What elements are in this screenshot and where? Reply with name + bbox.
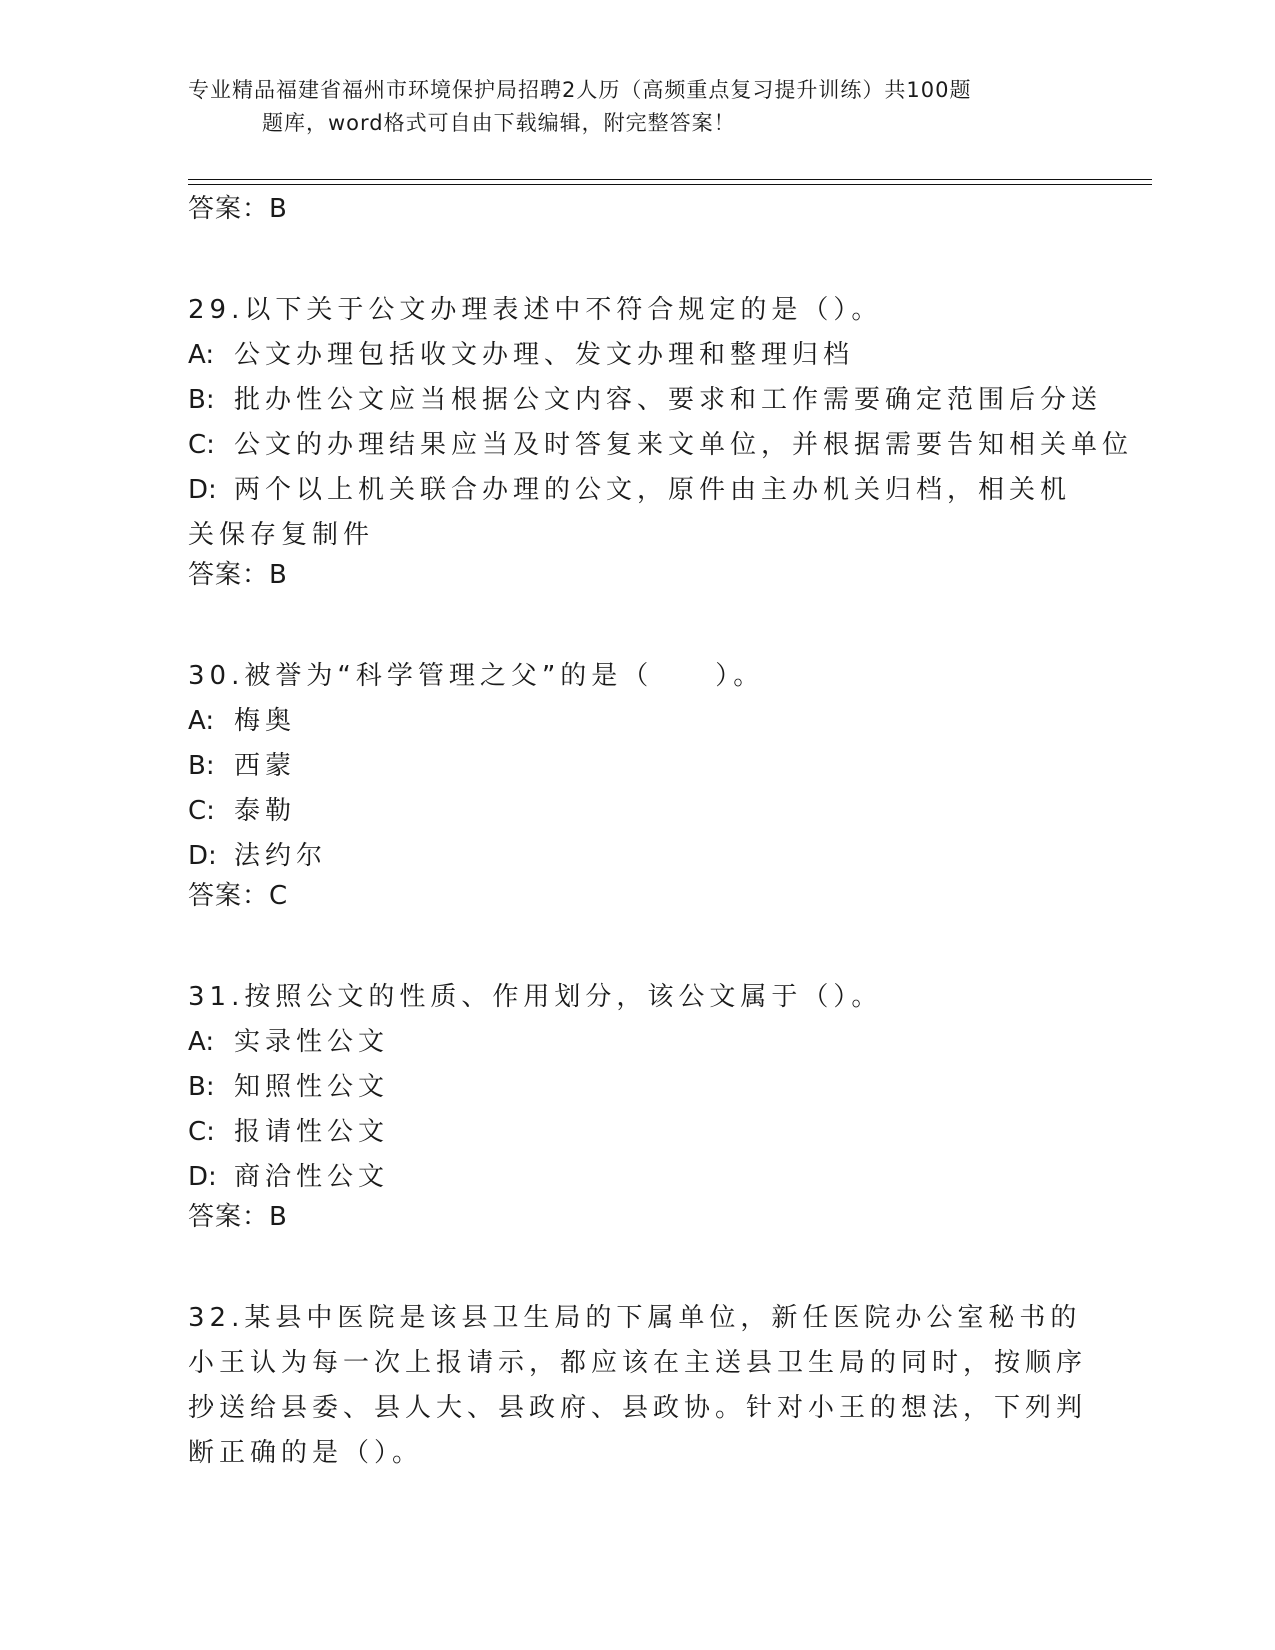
- answer-line: 答案：C: [188, 881, 289, 911]
- option-text: 公文的办理结果应当及时答复来文单位，并根据需要告知相关单位: [234, 430, 1134, 460]
- option-b: [188, 744, 1088, 789]
- spacer: [188, 1234, 1088, 1296]
- question-text: 31.按照公文的性质、作用划分，该公文属于（）。: [188, 982, 883, 1012]
- header-title-line1: 专业精品福建省福州市环境保护局招聘2人历（高频重点复习提升训练）共100题: [188, 78, 972, 102]
- option-text: 批办性公文应当根据公文内容、要求和工作需要确定范围后分送: [234, 385, 1103, 415]
- option-key: D:: [188, 1162, 217, 1192]
- question-block: [188, 654, 1088, 913]
- spacer: [188, 592, 1088, 654]
- question-block: [188, 1296, 1088, 1476]
- document-header: [188, 74, 1088, 140]
- option-key: B:: [188, 751, 215, 781]
- option-key: A:: [188, 706, 215, 736]
- option-text: 泰勒: [234, 796, 297, 826]
- option-text: 实录性公文: [234, 1027, 390, 1057]
- option-c: [188, 789, 1088, 834]
- question-text: 32.某县中医院是该县卫生局的下属单位，新任医院办公室秘书的小王认为每一次上报请示，都应该在主送县卫生局的同时，按顺序抄送给县委、县人大、县政府、县政协。针对小王的想法，下列判断正确的是（）。: [188, 1303, 1088, 1468]
- option-d: [188, 1155, 1088, 1200]
- option-key: B:: [188, 1072, 215, 1102]
- question-block: [188, 288, 1134, 592]
- answer-line: 答案：B: [188, 560, 288, 590]
- question-list: [188, 192, 1134, 1476]
- option-key: A:: [188, 340, 215, 370]
- option-a: [188, 1020, 1088, 1065]
- option-key: B:: [188, 385, 215, 415]
- option-a: [188, 333, 1088, 378]
- option-key: A:: [188, 1027, 215, 1057]
- option-d: [188, 468, 1088, 558]
- question-block: [188, 975, 1088, 1234]
- spacer: [188, 913, 1088, 975]
- option-text: 商洽性公文: [234, 1162, 390, 1192]
- header-title-line2: 题库，word格式可自由下载编辑，附完整答案！: [262, 111, 736, 135]
- option-d: [188, 834, 1088, 879]
- option-key: D:: [188, 475, 217, 505]
- option-text: 法约尔: [234, 841, 328, 871]
- answer-line: 答案：B: [188, 1202, 288, 1232]
- option-text: 报请性公文: [234, 1117, 390, 1147]
- option-key: C:: [188, 796, 215, 826]
- option-text: 知照性公文: [234, 1072, 390, 1102]
- option-text: 公文办理包括收文办理、发文办理和整理归档: [234, 340, 855, 370]
- option-text: 梅奥: [234, 706, 297, 736]
- header-divider-bottom: [188, 184, 1152, 185]
- answer-line: 答案：B: [188, 194, 288, 224]
- option-key: C:: [188, 430, 215, 460]
- option-key: C:: [188, 1117, 215, 1147]
- option-c: [188, 423, 1134, 468]
- question-text: 29.以下关于公文办理表述中不符合规定的是（）。: [188, 295, 883, 325]
- option-b: [188, 1065, 1088, 1110]
- header-divider-top: [188, 179, 1152, 180]
- option-key: D:: [188, 841, 217, 871]
- option-b: [188, 378, 1103, 423]
- option-text: 两个以上机关联合办理的公文，原件由主办机关归档，相关机关保存复制件: [188, 475, 1072, 550]
- option-c: [188, 1110, 1088, 1155]
- option-text: 西蒙: [234, 751, 297, 781]
- question-text: 30.被誉为“科学管理之父”的是（ ）。: [188, 661, 765, 691]
- spacer: [188, 226, 1088, 288]
- option-a: [188, 699, 1088, 744]
